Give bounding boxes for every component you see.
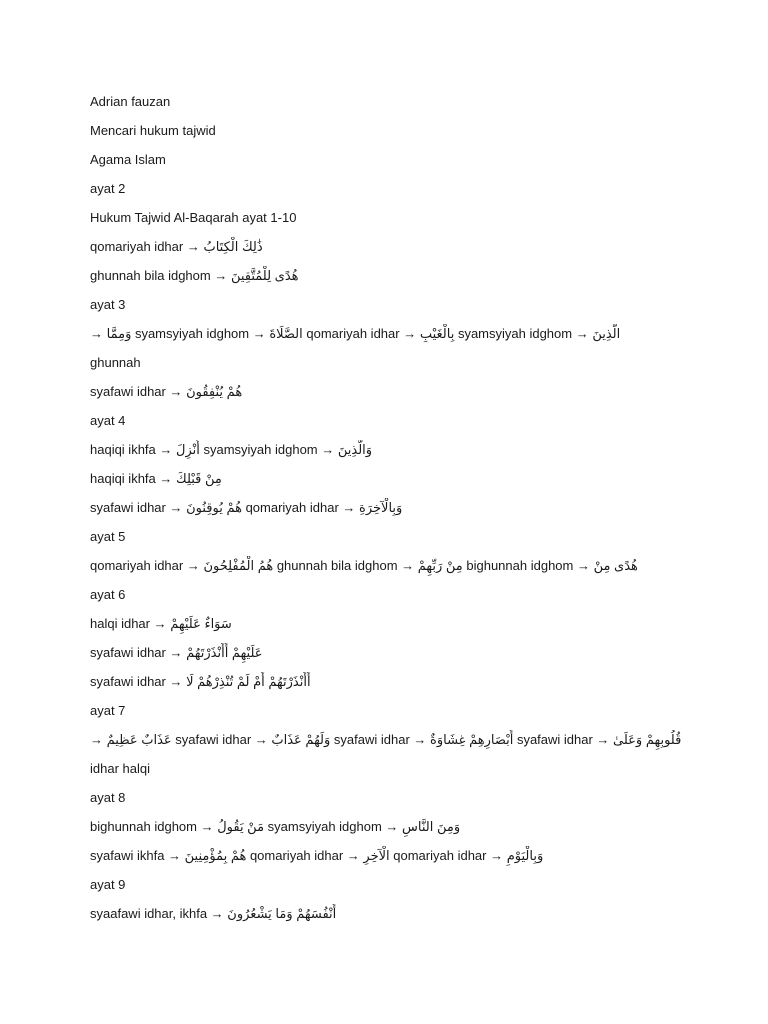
doc-title: Hukum Tajwid Al-Baqarah ayat 1-10 [90,210,297,225]
verse-heading-3: ayat 3 [90,297,126,312]
rule-line: qomariyah idhar → هُمُ الْمُفْلِحُونَ ghunnah bila idghom → مِنْ رَبِّهِمْ bighunnah idghom → هُدًى مِنْ [90,558,638,573]
rule-line: halqi idhar → سَوَاءٌ عَلَيْهِمْ [90,616,232,631]
rule-line: syafawi idhar → هُمْ يُوقِنُونَ qomariyah idhar → وَبِالْآخِرَةِ [90,500,403,515]
rule-line: bighunnah idghom → مَنْ يَقُولُ syamsyiyah idghom → وَمِنَ النَّاسِ [90,819,461,834]
rule-line: → عَذَابٌ عَظِيمٌ syafawi idhar → وَلَهُمْ عَذَابٌ syafawi idhar → أَبْصَارِهِمْ غِشَاوَةٌ syafawi idhar → قُلُوبِهِمْ وَعَلَىٰ [90,732,682,747]
verse-heading-7: ayat 7 [90,703,126,718]
rule-line: → وَمِمَّا syamsyiyah idghom → الصَّلَاةَ qomariyah idhar → بِالْغَيْبِ syamsyiyah idghom → الَّذِينَ [90,326,621,341]
verse-heading-5: ayat 5 [90,529,126,544]
document-page [90,92,730,933]
subject-label: Agama Islam [90,152,166,167]
rule-line: haqiqi ikhfa → مِنْ قَبْلِكَ [90,471,222,486]
rule-line: syafawi idhar → أَأَنْذَرْتَهُمْ أَمْ لَمْ تُنْذِرْهُمْ لَا [90,674,311,689]
rule-line: haqiqi ikhfa → أُنْزِلَ syamsyiyah idghom → وَالَّذِينَ [90,442,373,457]
rule-line: syafawi idhar → عَلَيْهِمْ أَأَنْذَرْتَهُمْ [90,645,263,660]
rule-line: ghunnah bila idghom → هُدًى لِلْمُتَّقِينَ [90,268,299,283]
rule-line: syaafawi idhar, ikhfa → أَنْفُسَهُمْ وَمَا يَشْعُرُونَ [90,906,337,921]
rule-line: qomariyah idhar → ذَٰلِكَ الْكِتَابُ [90,239,263,254]
verse-heading-9: ayat 9 [90,877,126,892]
author-name: Adrian fauzan [90,94,171,109]
rule-line: ghunnah [90,355,141,370]
rule-line: syafawi ikhfa → هُمْ بِمُؤْمِنِينَ qomariyah idhar → الْآخِرِ qomariyah idhar → وَبِالْيَوْمِ [90,848,544,863]
verse-heading-4: ayat 4 [90,413,126,428]
doc-subtitle: Mencari hukum tajwid [90,123,216,138]
verse-heading-8: ayat 8 [90,790,126,805]
verse-heading-2: ayat 2 [90,181,126,196]
rule-line: syafawi idhar → هُمْ يُنْفِقُونَ [90,384,243,399]
rule-line: idhar halqi [90,761,150,776]
verse-heading-6: ayat 6 [90,587,126,602]
